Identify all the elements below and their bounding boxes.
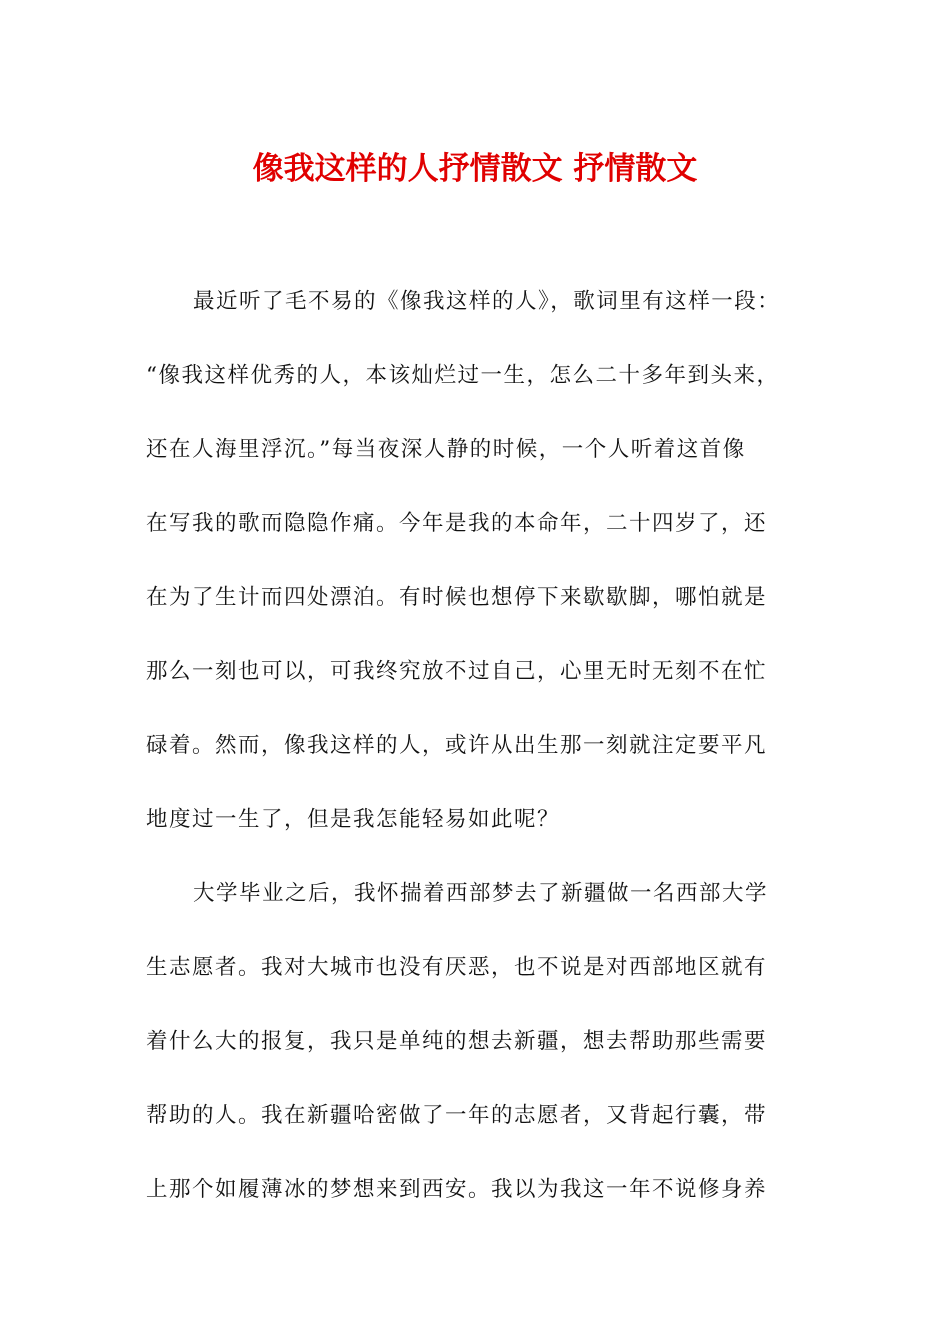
paragraph-2-line-3: 着什么大的报复，我只是单纯的想去新疆，想去帮助那些需要 <box>146 1029 768 1054</box>
paragraph-1-line-8: 地度过一生了，但是我怎能轻易如此呢？ <box>146 807 561 832</box>
paragraph-2-line-2: 生志愿者。我对大城市也没有厌恶，也不说是对西部地区就有 <box>146 955 768 980</box>
paragraph-2-line-4: 帮助的人。我在新疆哈密做了一年的志愿者，又背起行囊，带 <box>146 1103 768 1128</box>
paragraph-2-line-1: 大学毕业之后，我怀揣着西部梦去了新疆做一名西部大学 <box>193 881 769 906</box>
paragraph-1-line-3: 还在人海里浮沉。”每当夜深人静的时候，一个人听着这首像 <box>146 437 746 462</box>
paragraph-1-line-5: 在为了生计而四处漂泊。有时候也想停下来歇歇脚，哪怕就是 <box>146 585 768 610</box>
paragraph-1-line-4: 在写我的歌而隐隐作痛。今年是我的本命年，二十四岁了，还 <box>146 511 768 536</box>
document-title: 像我这样的人抒情散文 抒情散文 <box>252 151 698 187</box>
paragraph-1-line-1: 最近听了毛不易的《像我这样的人》，歌词里有这样一段： <box>193 289 781 314</box>
paragraph-1-line-7: 碌着。然而，像我这样的人，或许从出生那一刻就注定要平凡 <box>146 733 768 758</box>
paragraph-1-line-6: 那么一刻也可以，可我终究放不过自己，心里无时无刻不在忙 <box>146 659 768 684</box>
paragraph-2-line-5: 上那个如履薄冰的梦想来到西安。我以为我这一年不说修身养 <box>146 1177 768 1202</box>
paragraph-1-line-2: “像我这样优秀的人，本该灿烂过一生，怎么二十多年到头来， <box>146 363 780 388</box>
